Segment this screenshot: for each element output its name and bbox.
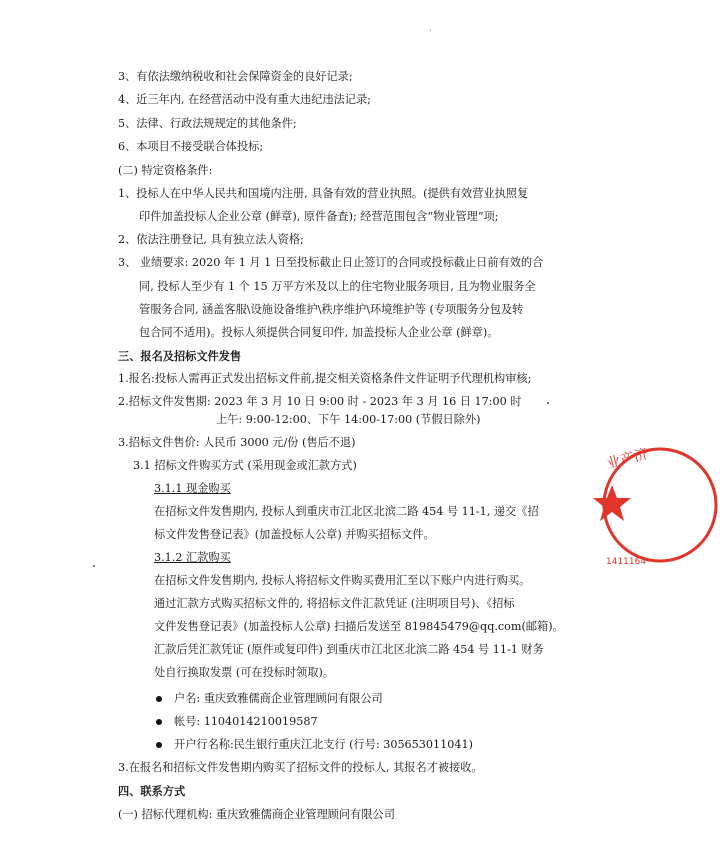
text-line: 3.在报名和招标文件发售期内购买了招标文件的投标人, 其报名才被接收。 (118, 761, 483, 774)
text-line: 处自行换取发票 (可在投标时领取)。 (154, 666, 335, 679)
company-seal (600, 430, 650, 580)
text-line: 1、投标人在中华人民共和国境内注册, 具备有效的营业执照。(提供有效营业执照复 (118, 187, 529, 200)
bullet-icon (156, 719, 162, 725)
text-line: 管服务合同, 涵盖客服\设施设备维护\秩序维护\环境维护等 (专项服务分包及转 (139, 303, 524, 316)
text-line: 印件加盖投标人企业公章 (鲜章), 原件备查); 经营范围包含“物业管理”项; (139, 210, 499, 223)
star-icon (593, 485, 631, 521)
text-line: 同, 投标人至少有 1 个 15 万平方米及以上的住宅物业服务项目, 且为物业服务全 (139, 280, 536, 293)
scan-speck (430, 30, 431, 31)
text-line: 文件发售登记表》(加盖投标人公章) 扫描后发送至 819845479@qq.com(邮箱)。 (154, 620, 564, 633)
section-heading: 四、联系方式 (118, 784, 186, 798)
text-line: 3.招标文件售价: 人民币 3000 元/份 (售后不退) (118, 436, 356, 449)
bullet-icon (156, 742, 162, 748)
text-line: 汇款后凭汇款凭证 (原件或复印件) 到重庆市江北区北滨二路 454 号 11-1 财务 (154, 643, 544, 656)
text-line: 2.招标文件发售期: 2023 年 3 月 10 日 9:00 时 - 2023 年 3 月 16 日 17:00 时 (118, 395, 522, 408)
bullet-icon (156, 696, 162, 702)
svg-text:业产济: 业产济 (604, 446, 650, 473)
scan-speck (547, 402, 549, 404)
text-line: 上午: 9:00-12:00、下午 14:00-17:00 (节假日除外) (216, 413, 481, 426)
text-line: 5、法律、行政法规规定的其他条件; (118, 117, 297, 130)
scan-speck (93, 565, 95, 567)
text-line: 3、 业绩要求: 2020 年 1 月 1 日至投标截止日止签订的合同或投标截止日前有效的合 (118, 256, 544, 269)
text-line: 在招标文件发售期内, 投标人到重庆市江北区北滨二路 454 号 11-1, 递交《招 (154, 505, 539, 518)
svg-text:1411164: 1411164 (606, 557, 647, 567)
subsection-heading: 3.1.2 汇款购买 (154, 551, 231, 564)
text-line: 4、近三年内, 在经营活动中没有重大违纪违法记录; (118, 93, 371, 106)
text-line: 标文件发售登记表》(加盖投标人公章) 并购买招标文件。 (154, 528, 435, 541)
text-line: (一) 招标代理机构: 重庆致雅儒商企业管理顾问有限公司 (118, 808, 395, 821)
bank-name: 开户行名称:民生银行重庆江北支行 (行号: 305653011041) (174, 738, 473, 751)
text-line: 1.报名:投标人需再正式发出招标文件前,提交相关资格条件文件证明予代理机构审核; (118, 372, 532, 385)
section-heading: 三、报名及招标文件发售 (118, 349, 242, 363)
text-line: (二) 特定资格条件: (118, 164, 213, 177)
text-line: 3.1 招标文件购买方式 (采用现金或汇款方式) (133, 459, 357, 472)
text-line: 6、本项目不接受联合体投标; (118, 140, 264, 153)
text-line: 包合同不适用)。投标人须提供合同复印件, 加盖投标人企业公章 (鲜章)。 (139, 326, 499, 339)
text-line: 在招标文件发售期内, 投标人将招标文件购买费用汇至以下账户内进行购买。 (154, 574, 531, 587)
text-line: 3、有依法缴纳税收和社会保障资金的良好记录; (118, 70, 353, 83)
text-line: 通过汇款方式购买招标文件的, 将招标文件汇款凭证 (注明项目号)、《招标 (154, 597, 515, 610)
text-line: 2、依法注册登记, 具有独立法人资格; (118, 233, 304, 246)
subsection-heading: 3.1.1 现金购买 (154, 482, 231, 495)
account-name: 户名: 重庆致雅儒商企业管理顾问有限公司 (174, 692, 383, 705)
account-number: 帐号: 1104014210019587 (174, 715, 318, 728)
